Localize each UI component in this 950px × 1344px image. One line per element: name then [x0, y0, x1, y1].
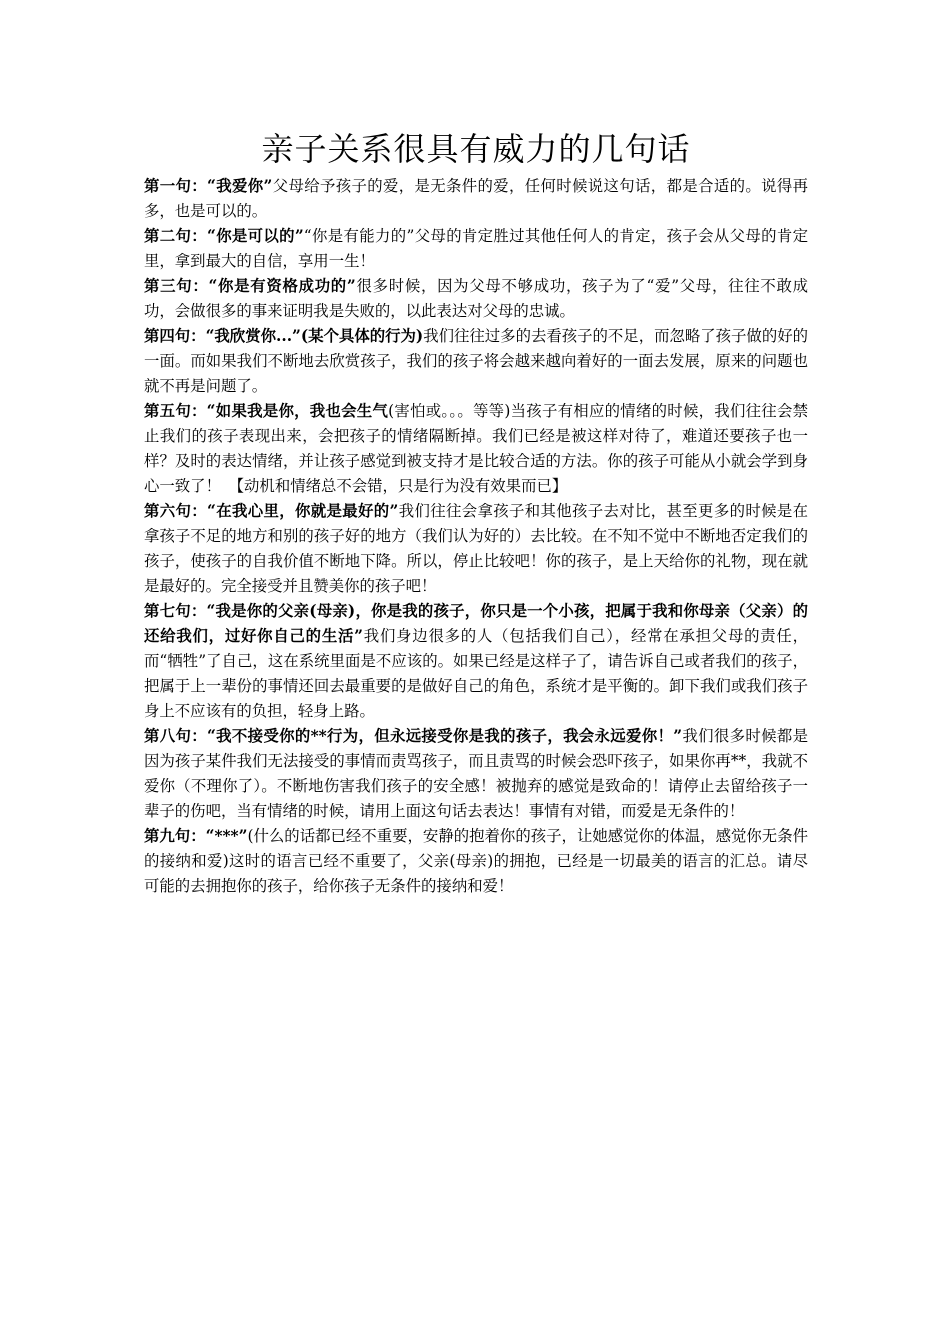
page-title: 亲子关系很具有威力的几句话: [261, 130, 691, 168]
section-8: [144, 724, 808, 824]
section-heading: 第五句：“如果我是你，我也会生气: [144, 402, 389, 420]
section-3: [144, 274, 808, 324]
section-7: [144, 599, 808, 724]
section-body: (什么的话都已经不重要，安静的抱着你的孩子，让她感觉你的体温，感觉你无条件的接纳和爱)这时的语言已经不重要了，父亲(母亲)的拥抱，已经是一切最美的语言的汇总。请尽可能的去拥抱你的孩子，给你孩子无条件的接纳和爱！: [144, 827, 808, 895]
section-body: 我们身边很多的人（包括我们自己），经常在承担父母的责任，而“牺牲”了自己，这在系统里面是不应该的。如果已经是这样子了，请告诉自己或者我们的孩子，把属于上一辈份的事情还回去最重要的是做好自己的角色，系统才是平衡的。卸下我们或我们孩子身上不应该有的负担，轻身上路。: [144, 627, 808, 720]
section-1: [144, 174, 808, 224]
section-2: [144, 224, 808, 274]
section-heading: 第一句：“我爱你”: [144, 177, 273, 195]
section-heading: 第三句：“你是有资格成功的”: [144, 277, 356, 295]
section-9: [144, 824, 808, 899]
section-4: [144, 324, 808, 399]
section-heading: 第九句：“***”: [144, 827, 248, 845]
document-page: [144, 124, 808, 899]
section-body: 很多时候，因为父母不够成功，孩子为了“爱”父母，往往不敢成功，会做很多的事来证明我是失败的，以此表达对父母的忠诚。: [144, 277, 808, 320]
section-body: 父母给予孩子的爱，是无条件的爱，任何时候说这句话，都是合适的。说得再多，也是可以的。: [144, 177, 808, 220]
section-heading: 第二句：“你是可以的”: [144, 227, 304, 245]
section-heading: 第四句：“我欣赏你...”(某个具体的行为): [144, 327, 424, 345]
section-6: [144, 499, 808, 599]
section-body: 我们往往会拿孩子和其他孩子去对比，甚至更多的时候是在拿孩子不足的地方和别的孩子好的地方（我们认为好的）去比较。在不知不觉中不断地否定我们的孩子，使孩子的自我价值不断地下降。所以，停止比较吧！你的孩子，是上天给你的礼物，现在就是最好的。完全接受并且赞美你的孩子吧！: [144, 502, 808, 595]
section-body: “你是有能力的”父母的肯定胜过其他任何人的肯定，孩子会从父母的肯定里，拿到最大的自信，享用一生！: [144, 227, 808, 270]
section-body: 我们很多时候都是因为孩子某件我们无法接受的事情而责骂孩子，而且责骂的时候会恐吓孩子，如果你再**，我就不爱你（不理你了）。不断地伤害我们孩子的安全感！被抛弃的感觉是致命的！请停止去留给孩子一辈子的伤吧，当有情绪的时候，请用上面这句话去表达！事情有对错，而爱是无条件的！: [144, 727, 808, 820]
section-heading: 第七句：“我是你的父亲(母亲)，你是我的孩子，你只是一个小孩，把属于我和你母亲（父亲）的还给我们，过好你自己的生活”: [144, 602, 808, 645]
section-body: (害怕或。。。等等)当孩子有相应的情绪的时候，我们往往会禁止我们的孩子表现出来，会把孩子的情绪隔断掉。我们已经是被这样对待了，难道还要孩子也一样？及时的表达情绪，并让孩子感觉到被支持才是比较合适的方法。你的孩子可能从小就会学到身心一致了！ 【动机和情绪总不会错，只是行为没有效果而已】: [144, 402, 808, 495]
section-heading: 第八句：“我不接受你的**行为，但永远接受你是我的孩子，我会永远爱你！”: [144, 727, 683, 745]
section-5: [144, 399, 808, 499]
section-heading: 第六句：“在我心里，你就是最好的”: [144, 502, 399, 520]
section-body: 我们往往过多的去看孩子的不足，而忽略了孩子做的好的一面。而如果我们不断地去欣赏孩子，我们的孩子将会越来越向着好的一面去发展，原来的问题也就不再是问题了。: [144, 327, 808, 395]
